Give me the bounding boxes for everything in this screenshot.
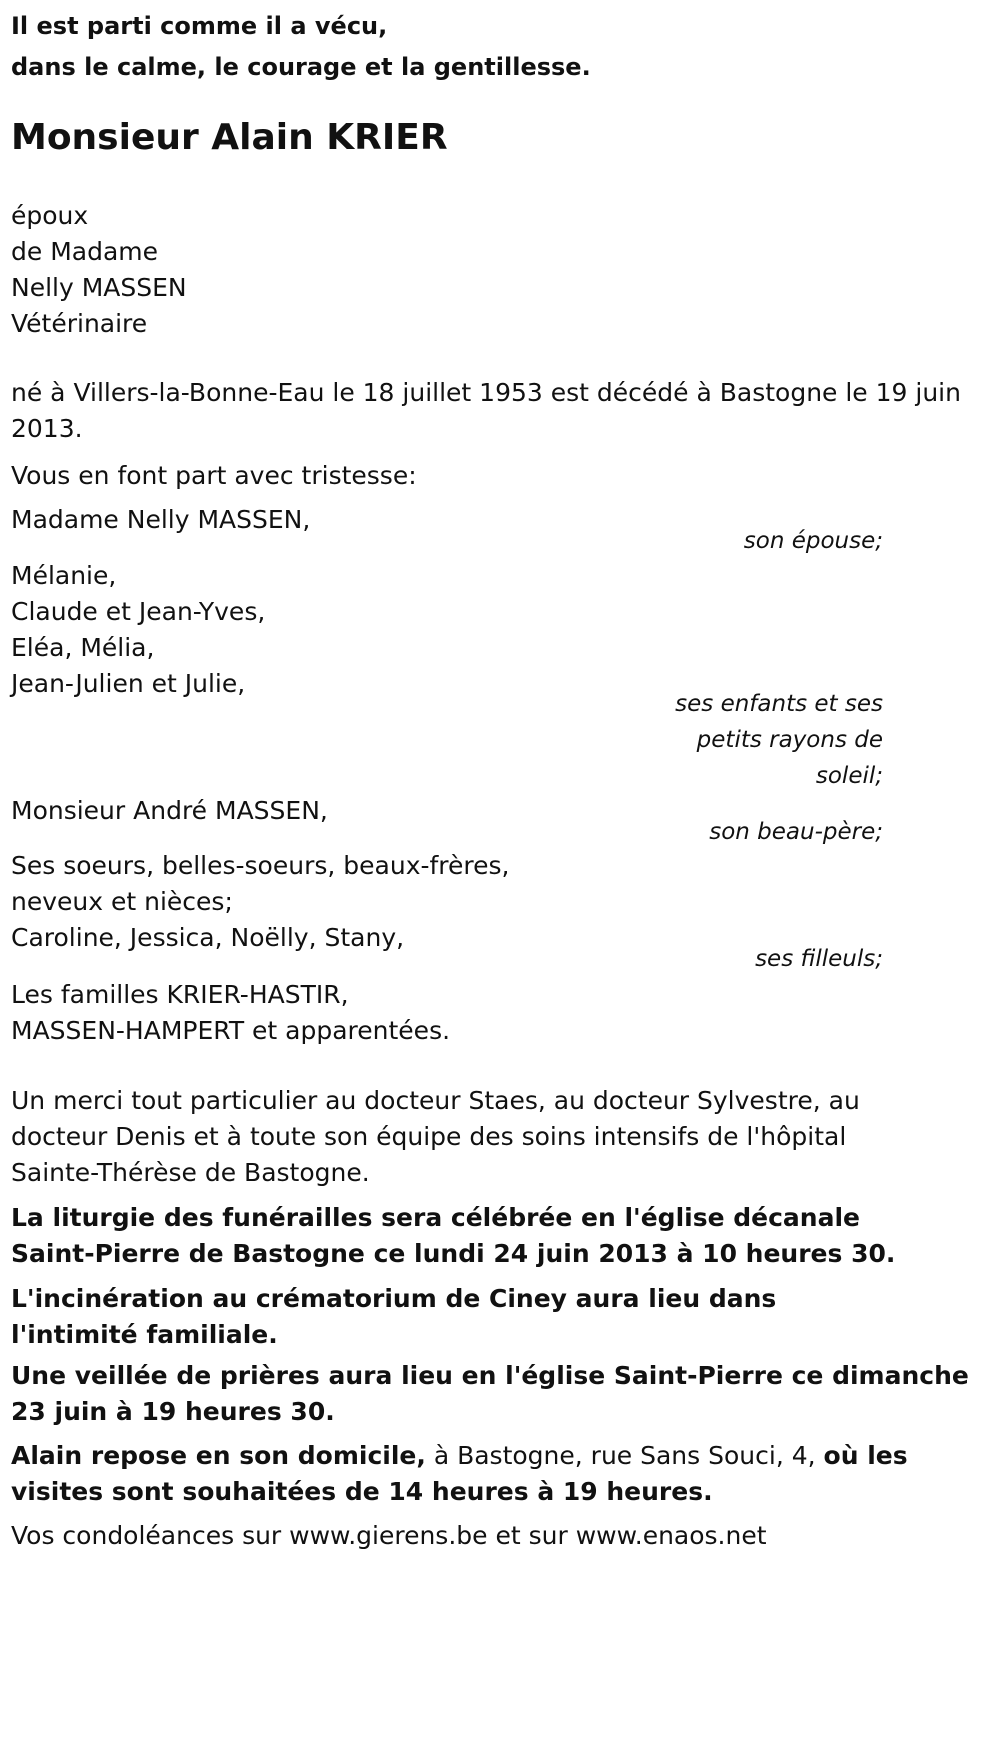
visit-part-1: Alain repose en son domicile, [11, 1441, 426, 1470]
child-line-3: Eléa, Mélia, [11, 633, 155, 662]
thanks-text: Un merci tout particulier au docteur Staes, au docteur Sylvestre, au docteur Denis et à toute son équipe des soins intensifs de l'hôpital Sainte-Thérèse de Bastogne. [11, 1086, 860, 1187]
children-relation-3: soleil; [815, 763, 883, 789]
siblings-line-2: neveux et nièces; [11, 887, 233, 916]
families-line-2: MASSEN-HAMPERT et apparentées. [11, 1016, 451, 1045]
family-wife-relation: son épouse; [743, 528, 883, 554]
child-line-1: Mélanie, [11, 561, 117, 590]
child-line-2: Claude et Jean-Yves, [11, 597, 266, 626]
godchildren-names: Caroline, Jessica, Noëlly, Stany, [11, 923, 405, 952]
spouse-line-3: Nelly MASSEN [11, 273, 187, 302]
child-line-4: Jean-Julien et Julie, [11, 669, 246, 698]
birth-death-text: né à Villers-la-Bonne-Eau le 18 juillet 1953 est décédé à Bastogne le 19 juin 2013. [11, 378, 961, 443]
children-relation-1: ses enfants et ses [675, 691, 883, 717]
siblings-line-1: Ses soeurs, belles-soeurs, beaux-frères, [11, 851, 510, 880]
incineration-text: L'incinération au crématorium de Ciney aura lieu dans l'intimité familiale. [11, 1284, 777, 1349]
vigil-text: Une veillée de prières aura lieu en l'église Saint-Pierre ce dimanche 23 juin à 19 heures 30. [11, 1361, 969, 1426]
motto-line-1: Il est parti comme il a vécu, [11, 12, 388, 40]
announcement-intro: Vous en font part avec tristesse: [11, 461, 417, 490]
godchildren-relation: ses filleuls; [755, 946, 883, 972]
children-relation-2: petits rayons de [696, 727, 883, 753]
father-in-law-name: Monsieur André MASSEN, [11, 796, 328, 825]
visit-text [11, 1438, 931, 1510]
spouse-line-2: de Madame [11, 237, 159, 266]
father-in-law-relation: son beau-père; [709, 819, 883, 845]
family-wife-name: Madame Nelly MASSEN, [11, 505, 311, 534]
visit-part-3: où les visites sont souhaitées de 14 heures à 19 heures. [11, 1441, 908, 1506]
visit-part-2: à Bastogne, rue Sans Souci, 4, [425, 1441, 824, 1470]
liturgy-text: La liturgie des funérailles sera célébrée en l'église décanale Saint-Pierre de Bastogne ce lundi 24 juin 2013 à 10 heures 30. [11, 1203, 896, 1268]
motto-line-2: dans le calme, le courage et la gentillesse. [11, 53, 591, 81]
condolences-text: Vos condoléances sur www.gierens.be et sur www.enaos.net [11, 1521, 767, 1550]
spouse-line-4: Vétérinaire [11, 309, 148, 338]
families-line-1: Les familles KRIER-HASTIR, [11, 980, 349, 1009]
spouse-line-1: époux [11, 201, 89, 230]
deceased-name: Monsieur Alain KRIER [11, 117, 448, 158]
